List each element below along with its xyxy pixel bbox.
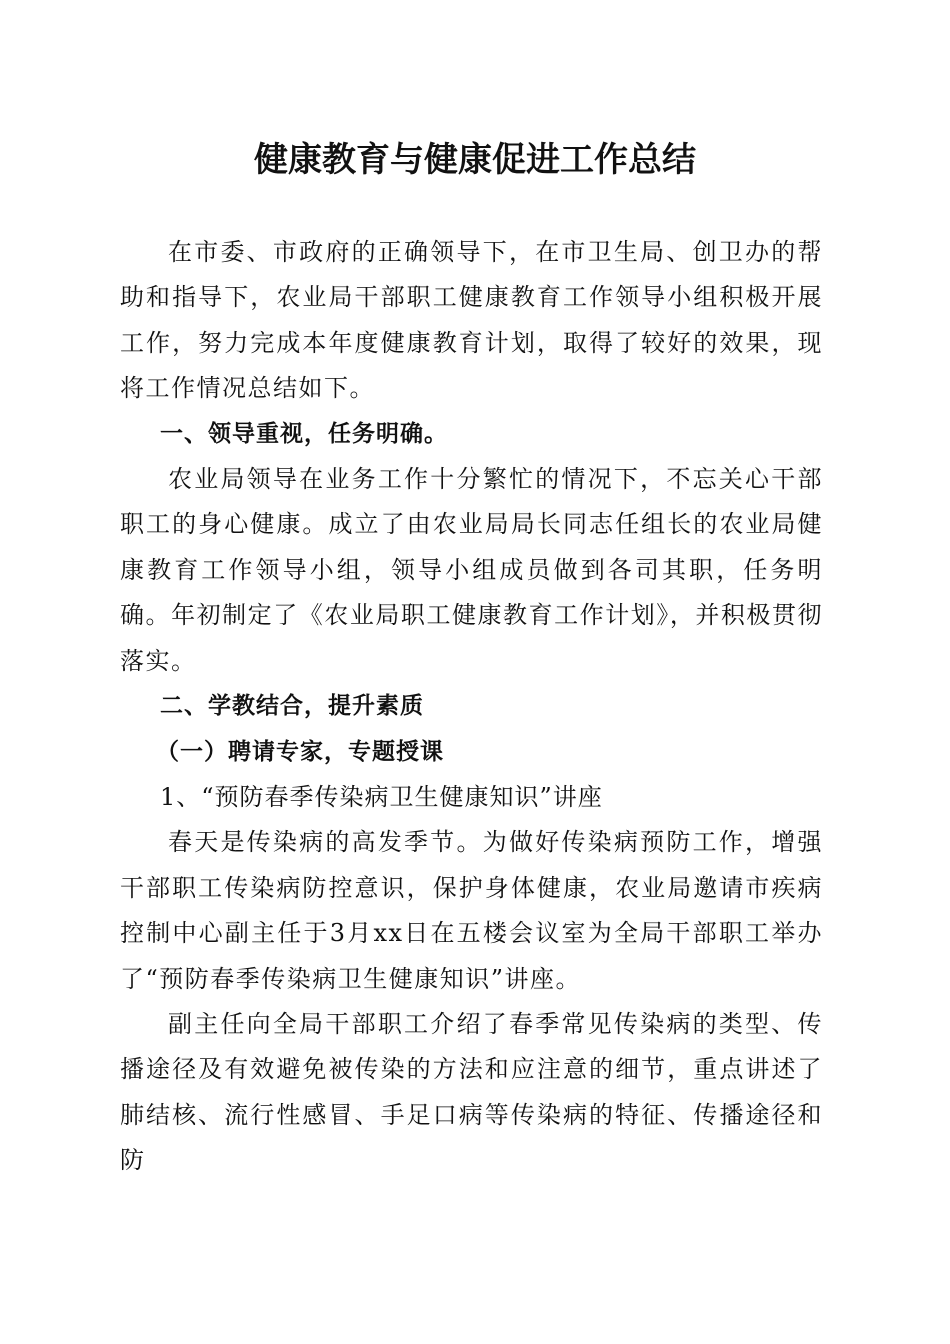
document-title: 健康教育与健康促进工作总结 [254, 140, 696, 180]
document-body [120, 230, 823, 1184]
intro-paragraph: 在市委、市政府的正确领导下，在市卫生局、创卫办的帮助和指导下，农业局干部职工健康教育工作领导小组积极开展工作，努力完成本年度健康教育计划，取得了较好的效果，现将工作情况总结如下。 [120, 238, 823, 403]
section-1-paragraph: 农业局领导在业务工作十分繁忙的情况下，不忘关心干部职工的身心健康。成立了由农业局局长同志任组长的农业局健康教育工作领导小组，领导小组成员做到各司其职，任务明确。年初制定了《农业局职工健康教育工作计划》，并积极贯彻落实。 [120, 465, 823, 675]
section-2-subheading: （一）聘请专家，专题授课 [156, 738, 444, 766]
item-1-paragraph-1: 春天是传染病的高发季节。为做好传染病预防工作，增强干部职工传染病防控意识，保护身体健康，农业局邀请市疾病控制中心副主任于3月xx日在五楼会议室为全局干部职工举办了“预防春季传染病卫生健康知识”讲座。 [120, 828, 823, 993]
section-2-heading: 二、学教结合，提升素质 [160, 693, 424, 720]
item-1-paragraph-2: 副主任向全局干部职工介绍了春季常见传染病的类型、传播途径及有效避免被传染的方法和应注意的细节，重点讲述了肺结核、流行性感冒、手足口病等传染病的特征、传播途径和防 [120, 1009, 823, 1175]
item-1-title: 1、“预防春季传染病卫生健康知识”讲座 [160, 782, 603, 811]
section-1-heading: 一、领导重视，任务明确。 [160, 420, 448, 447]
